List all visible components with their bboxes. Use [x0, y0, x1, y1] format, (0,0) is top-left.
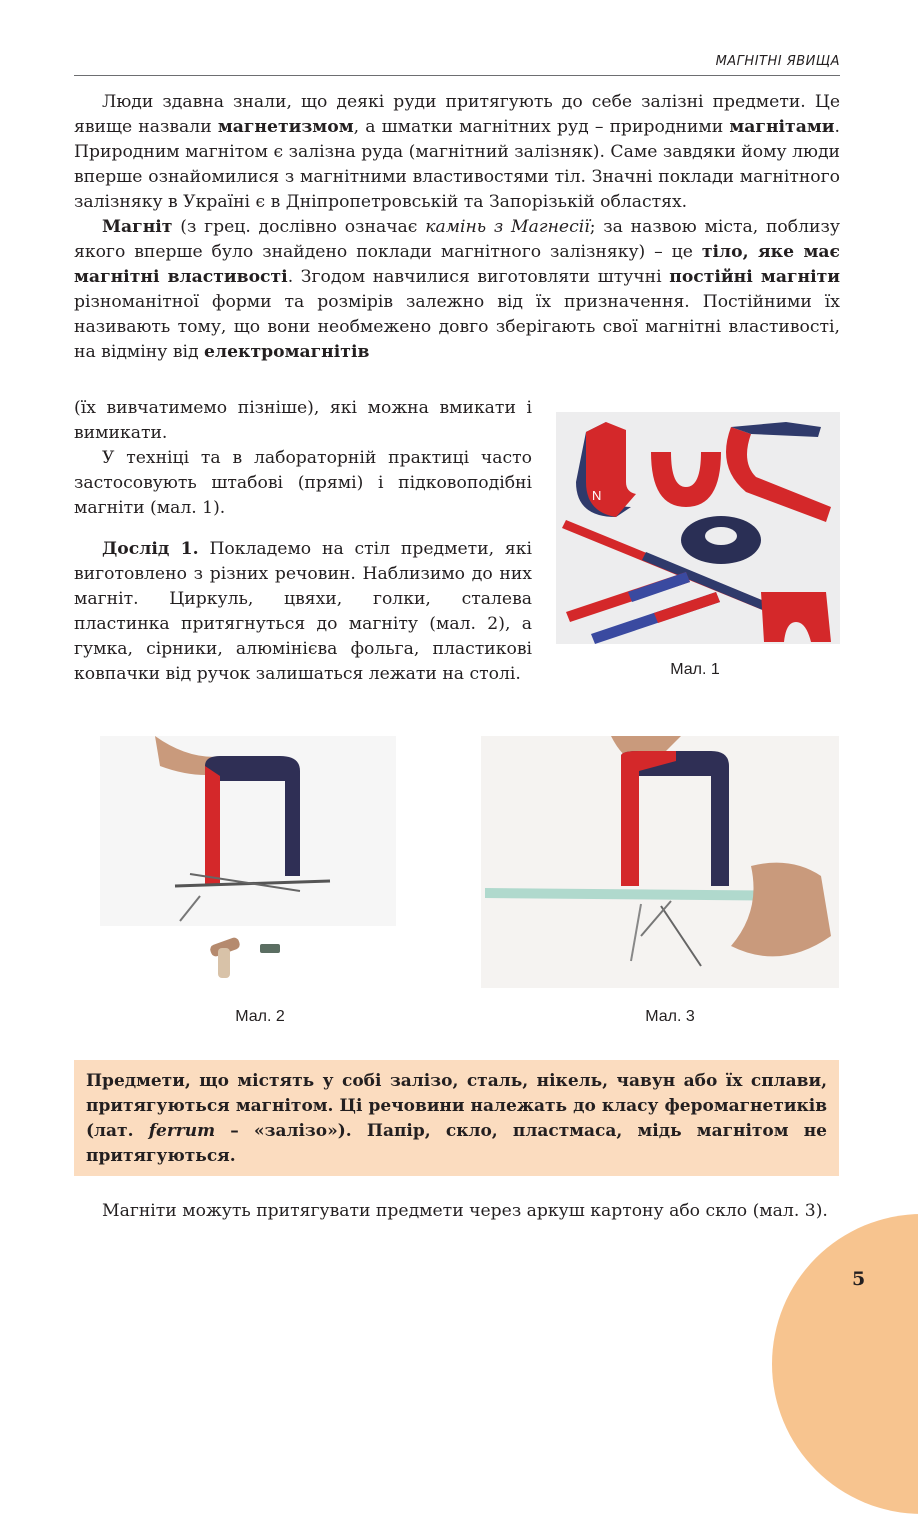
paragraph-2-continued: (їх вивчатимемо пізніше), які можна вмикати і вимикати. — [74, 398, 532, 443]
text-run: (з грец. дослівно означає — [172, 217, 426, 237]
page-corner-decoration — [772, 1214, 918, 1514]
paragraph-2 — [74, 215, 840, 365]
text-run: Предмети, що містять у собі залізо, сталь, нікель, чавун або їх сплави, притягуються магнітом. Ці речовини належать до класу феромагнетиків (лат. — [86, 1071, 827, 1141]
latin-term: ferrum — [148, 1121, 216, 1141]
running-title: МАГНІТНІ ЯВИЩА — [715, 54, 840, 69]
figure-1-magnets — [556, 412, 840, 644]
magnet-attracting-objects — [100, 736, 396, 988]
text-run: . Згодом навчилися виготовляти штучні — [287, 267, 670, 287]
text-run: Покладемо на стіл предмети, які виготовлено з різних речовин. Наблизимо до них магніт. Циркуль, цвяхи, голки, сталева пластинка притягнуться до магніту (мал. 2), а гумка, сірники, алюмінієва фольга, пластикові ковпачки від ручок залишаться лежати на столі. — [74, 539, 532, 684]
left-column-text — [74, 396, 532, 687]
figure-2-caption: Мал. 2 — [235, 1008, 285, 1025]
figure-3-through-glass — [481, 736, 839, 988]
term-magnet: Магніт — [102, 217, 173, 237]
term-definition: тіло, яке має магнітні властивості — [74, 242, 840, 287]
text-run: . Природним магнітом є залізна руда (магнітний залізняк). Саме завдяки йому люди вперше ознайомилися з магнітними властивостями тіл. Значні поклади магнітного залізняку в Україні є в Дніпропетровській та Запорізькій областях. — [74, 117, 840, 212]
paragraph-1 — [74, 90, 840, 215]
term-magnetism: магнетизмом — [217, 117, 354, 137]
paragraph-3: У техніці та в лабораторній практиці часто застосовують штабові (прямі) і підковоподібні магніти (мал. 1). — [74, 448, 532, 518]
closing-text — [74, 1199, 840, 1224]
term-permanent-magnets: постійні магніти — [669, 267, 841, 287]
text-run: – «залізо»). Папір, скло, пластмаса, мідь магнітом не притягуються. — [86, 1121, 827, 1166]
experiment-label: Дослід 1. — [102, 539, 199, 559]
intro-text — [74, 90, 840, 365]
text-italic: камінь з Магнесії — [425, 217, 590, 237]
term-magnets: магнітами — [729, 117, 835, 137]
key-fact-box — [74, 1060, 839, 1176]
paragraph-experiment — [74, 537, 532, 687]
figure-3-caption: Мал. 3 — [645, 1008, 695, 1025]
figure-2-attraction — [100, 736, 396, 988]
text-run: різноманітної форми та розмірів залежно від їх призначення. Постійними їх називають тому, що вони необмежено довго зберігають свої магнітні властивості, на відміну від — [74, 292, 840, 362]
magnets-illustration — [556, 412, 840, 644]
running-header — [74, 54, 840, 76]
page-number: 5 — [852, 1268, 866, 1290]
paragraph-5: Магніти можуть притягувати предмети через аркуш картону або скло (мал. 3). — [102, 1201, 828, 1221]
figure-1-caption: Мал. 1 — [670, 661, 720, 678]
term-electromagnets: електромагнітів — [204, 342, 370, 362]
text-run: ; за назвою міста, поблизу якого вперше було знайдено поклади магнітного залізняку) – це — [74, 217, 840, 262]
text-run: , а шматки магнітних руд – природними — [353, 117, 730, 137]
text-run: Люди здавна знали, що деякі руди притягують до себе залізні предмети. Це явище назвали — [74, 92, 840, 137]
pole-label-n: N — [592, 488, 602, 503]
magnet-through-glass — [481, 736, 839, 988]
